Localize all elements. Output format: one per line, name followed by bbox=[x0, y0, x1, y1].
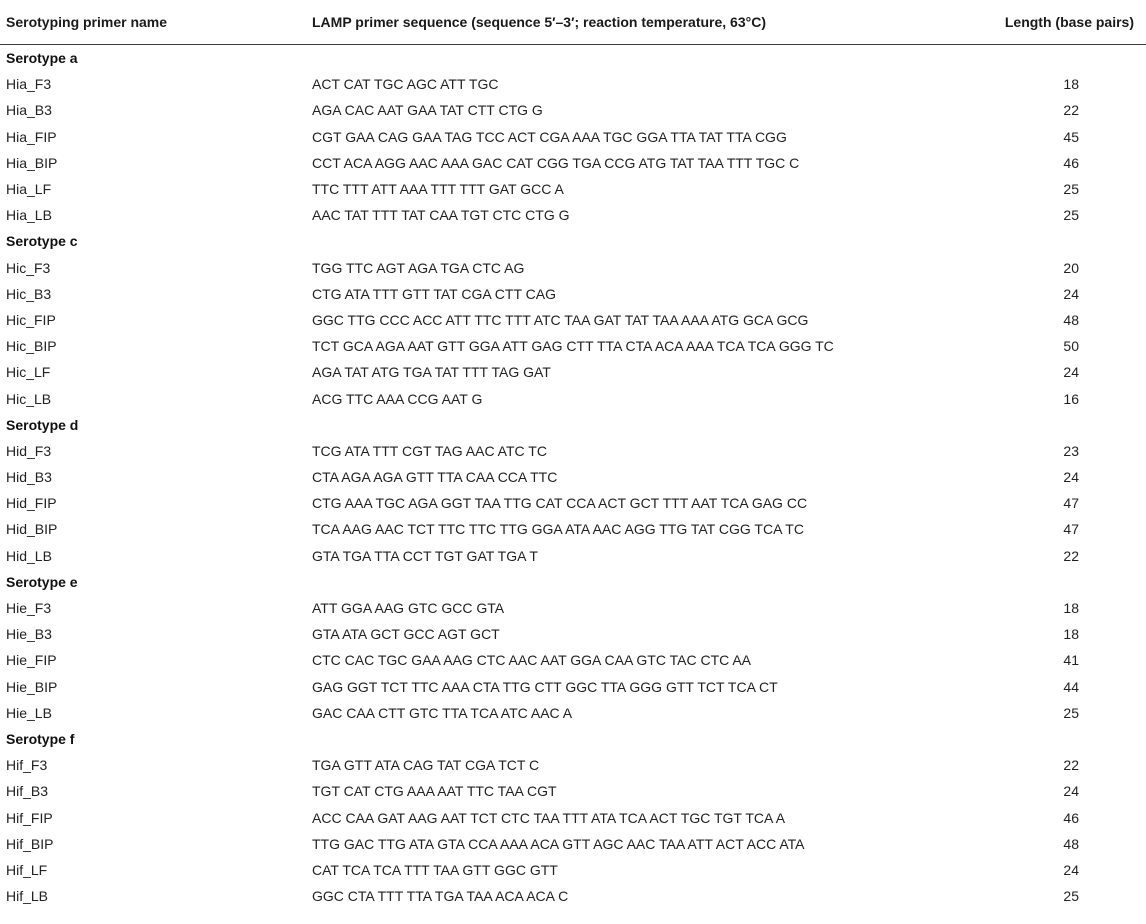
length-cell: 41 bbox=[1063, 652, 1079, 669]
table-row bbox=[0, 490, 1146, 516]
length-cell: 25 bbox=[1063, 181, 1079, 198]
length-cell: 48 bbox=[1063, 311, 1079, 328]
primer-sequence-cell: CTG ATA TTT GTT TAT CGA CTT CAG bbox=[312, 285, 556, 302]
length-cell: 46 bbox=[1063, 809, 1079, 826]
serotype-group-row bbox=[0, 569, 1146, 595]
primer-name-cell: Hif_B3 bbox=[6, 783, 49, 800]
primer-sequence-cell: ATT GGA AAG GTC GCC GTA bbox=[312, 600, 505, 617]
primer-name-cell: Hia_LB bbox=[6, 207, 52, 224]
primer-sequence-cell: TTG GAC TTG ATA GTA CCA AAA ACA GTT AGC AAC TAA ATT ACT ACC ATA bbox=[312, 835, 805, 852]
primer-name-cell: Hic_F3 bbox=[6, 259, 51, 276]
serotype-group-label: Serotype e bbox=[6, 573, 78, 590]
length-cell: 25 bbox=[1063, 888, 1079, 905]
primer-sequence-cell: CTG AAA TGC AGA GGT TAA TTG CAT CCA ACT GCT TTT AAT TCA GAG CC bbox=[312, 495, 808, 512]
primer-sequence-cell: TGA GTT ATA CAG TAT CGA TCT C bbox=[312, 757, 540, 774]
table-row bbox=[0, 883, 1146, 909]
primer-name-cell: Hie_B3 bbox=[6, 626, 52, 643]
primer-name-cell: Hic_LB bbox=[6, 390, 52, 407]
primer-name-cell: Hif_F3 bbox=[6, 757, 48, 774]
primer-sequence-cell: AGA TAT ATG TGA TAT TTT TAG GAT bbox=[312, 364, 551, 381]
primer-sequence-cell: AAC TAT TTT TAT CAA TGT CTC CTG G bbox=[312, 207, 570, 224]
primer-sequence-cell: CGT GAA CAG GAA TAG TCC ACT CGA AAA TGC GGA TTA TAT TTA CGG bbox=[312, 128, 787, 145]
serotype-group-row bbox=[0, 228, 1146, 254]
primer-name-cell: Hif_BIP bbox=[6, 835, 54, 852]
length-cell: 22 bbox=[1063, 547, 1079, 564]
serotype-group-label: Serotype d bbox=[6, 416, 79, 433]
table-row bbox=[0, 647, 1146, 673]
primer-name-cell: Hid_F3 bbox=[6, 442, 52, 459]
primer-sequence-cell: CCT ACA AGG AAC AAA GAC CAT CGG TGA CCG ATG TAT TAA TTT TGC C bbox=[312, 154, 800, 171]
table-row bbox=[0, 595, 1146, 621]
primer-name-cell: Hid_BIP bbox=[6, 521, 58, 538]
primer-sequence-cell: ACG TTC AAA CCG AAT G bbox=[312, 390, 483, 407]
serotype-group-row bbox=[0, 726, 1146, 752]
primer-sequence-cell: ACC CAA GAT AAG AAT TCT CTC TAA TTT ATA TCA ACT TGC TGT TCA A bbox=[312, 809, 786, 826]
primer-sequence-cell: CTA AGA AGA GTT TTA CAA CCA TTC bbox=[312, 469, 558, 486]
length-cell: 24 bbox=[1063, 364, 1079, 381]
table-row bbox=[0, 857, 1146, 883]
length-cell: 24 bbox=[1063, 469, 1079, 486]
length-cell: 24 bbox=[1063, 783, 1079, 800]
serotype-group-row bbox=[0, 45, 1146, 72]
primer-sequence-cell: TCA AAG AAC TCT TTC TTC TTG GGA ATA AAC AGG TTG TAT CGG TCA TC bbox=[312, 521, 804, 538]
serotype-group-label: Serotype f bbox=[6, 730, 75, 747]
primer-name-cell: Hie_F3 bbox=[6, 600, 52, 617]
table-body bbox=[0, 45, 1146, 910]
primer-name-cell: Hie_FIP bbox=[6, 652, 57, 669]
primer-name-cell: Hia_F3 bbox=[6, 76, 52, 93]
length-cell: 25 bbox=[1063, 704, 1079, 721]
primer-name-cell: Hic_FIP bbox=[6, 311, 56, 328]
primer-name-cell: Hia_B3 bbox=[6, 102, 52, 119]
primer-sequence-cell: TGT CAT CTG AAA AAT TTC TAA CGT bbox=[312, 783, 557, 800]
table-row bbox=[0, 752, 1146, 778]
table-row bbox=[0, 124, 1146, 150]
table-row bbox=[0, 516, 1146, 542]
primer-name-cell: Hia_FIP bbox=[6, 128, 57, 145]
table-row bbox=[0, 438, 1146, 464]
length-cell: 24 bbox=[1063, 861, 1079, 878]
table-row bbox=[0, 176, 1146, 202]
table-row bbox=[0, 674, 1146, 700]
length-cell: 23 bbox=[1063, 442, 1079, 459]
primer-name-cell: Hid_B3 bbox=[6, 469, 52, 486]
table-row bbox=[0, 281, 1146, 307]
length-cell: 24 bbox=[1063, 285, 1079, 302]
primer-name-cell: Hif_FIP bbox=[6, 809, 53, 826]
primer-sequence-cell: CAT TCA TCA TTT TAA GTT GGC GTT bbox=[312, 861, 558, 878]
table-row bbox=[0, 385, 1146, 411]
table-header bbox=[0, 0, 1146, 45]
table-row bbox=[0, 700, 1146, 726]
length-cell: 25 bbox=[1063, 207, 1079, 224]
table-row bbox=[0, 359, 1146, 385]
length-cell: 18 bbox=[1063, 626, 1079, 643]
length-cell: 47 bbox=[1063, 521, 1079, 538]
primer-name-cell: Hia_BIP bbox=[6, 154, 58, 171]
serotype-group-label: Serotype c bbox=[6, 233, 78, 250]
table-row bbox=[0, 543, 1146, 569]
length-cell: 47 bbox=[1063, 495, 1079, 512]
table-row bbox=[0, 255, 1146, 281]
primer-sequence-cell: GTA ATA GCT GCC AGT GCT bbox=[312, 626, 500, 643]
length-cell: 48 bbox=[1063, 835, 1079, 852]
table-row bbox=[0, 778, 1146, 804]
table-row bbox=[0, 804, 1146, 830]
primer-sequence-cell: TCG ATA TTT CGT TAG AAC ATC TC bbox=[312, 442, 547, 459]
primer-sequence-cell: TTC TTT ATT AAA TTT TTT GAT GCC A bbox=[312, 181, 564, 198]
primer-name-cell: Hie_BIP bbox=[6, 678, 58, 695]
length-cell: 18 bbox=[1063, 76, 1079, 93]
primer-sequence-cell: AGA CAC AAT GAA TAT CTT CTG G bbox=[312, 102, 543, 119]
primer-sequence-cell: ACT CAT TGC AGC ATT TGC bbox=[312, 76, 499, 93]
table-row bbox=[0, 621, 1146, 647]
primer-sequence-cell: TCT GCA AGA AAT GTT GGA ATT GAG CTT TTA CTA ACA AAA TCA TCA GGG TC bbox=[312, 338, 834, 355]
primer-sequence-cell: GTA TGA TTA CCT TGT GAT TGA T bbox=[312, 547, 538, 564]
primer-name-cell: Hia_LF bbox=[6, 181, 52, 198]
table-row bbox=[0, 202, 1146, 228]
length-cell: 50 bbox=[1063, 338, 1079, 355]
serotype-group-row bbox=[0, 412, 1146, 438]
table-row bbox=[0, 97, 1146, 123]
length-cell: 44 bbox=[1063, 678, 1079, 695]
table-row bbox=[0, 831, 1146, 857]
primer-name-cell: Hif_LB bbox=[6, 888, 49, 905]
primer-sequence-cell: GAC CAA CTT GTC TTA TCA ATC AAC A bbox=[312, 704, 573, 721]
primer-name-cell: Hid_FIP bbox=[6, 495, 57, 512]
serotype-group-label: Serotype a bbox=[6, 50, 78, 67]
primer-name-cell: Hic_LF bbox=[6, 364, 51, 381]
length-cell: 20 bbox=[1063, 259, 1079, 276]
length-cell: 18 bbox=[1063, 600, 1079, 617]
table-row bbox=[0, 150, 1146, 176]
length-cell: 22 bbox=[1063, 102, 1079, 119]
table-row bbox=[0, 307, 1146, 333]
length-cell: 16 bbox=[1063, 390, 1079, 407]
header-row bbox=[0, 0, 1146, 45]
table-row bbox=[0, 71, 1146, 97]
length-cell: 45 bbox=[1063, 128, 1079, 145]
header-primer-sequence: LAMP primer sequence (sequence 5′–3′; reaction temperature, 63°C) bbox=[306, 0, 926, 45]
header-primer-name: Serotyping primer name bbox=[0, 0, 306, 45]
primer-sequence-cell: GGC TTG CCC ACC ATT TTC TTT ATC TAA GAT TAT TAA AAA ATG GCA GCG bbox=[312, 311, 809, 328]
primer-name-cell: Hif_LF bbox=[6, 861, 48, 878]
primer-name-cell: Hid_LB bbox=[6, 547, 52, 564]
primer-sequence-cell: TGG TTC AGT AGA TGA CTC AG bbox=[312, 259, 525, 276]
primer-name-cell: Hie_LB bbox=[6, 704, 52, 721]
length-cell: 46 bbox=[1063, 154, 1079, 171]
primer-sequence-cell: GAG GGT TCT TTC AAA CTA TTG CTT GGC TTA GGG GTT TCT TCA CT bbox=[312, 678, 778, 695]
table-row bbox=[0, 333, 1146, 359]
primer-sequence-cell: GGC CTA TTT TTA TGA TAA ACA ACA C bbox=[312, 888, 569, 905]
primer-name-cell: Hic_B3 bbox=[6, 285, 52, 302]
table-row bbox=[0, 464, 1146, 490]
primer-sequence-cell: CTC CAC TGC GAA AAG CTC AAC AAT GGA CAA GTC TAC CTC AA bbox=[312, 652, 752, 669]
header-length: Length (base pairs) bbox=[926, 0, 1146, 45]
primer-name-cell: Hic_BIP bbox=[6, 338, 57, 355]
length-cell: 22 bbox=[1063, 757, 1079, 774]
